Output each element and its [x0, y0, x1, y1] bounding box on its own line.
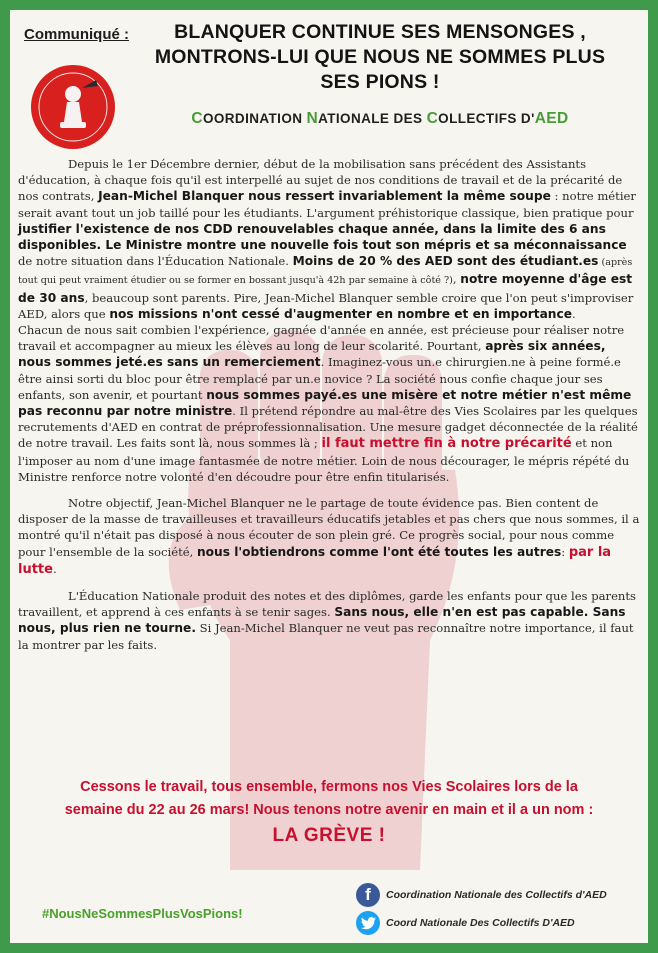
- header: [10, 10, 648, 150]
- communique-body: [18, 156, 640, 653]
- headline-line: SES PIONS !: [320, 71, 440, 93]
- call-to-action: [20, 776, 638, 822]
- headline-line: BLANQUER CONTINUE SES MENSONGES ,: [174, 21, 586, 43]
- facebook-link[interactable]: [356, 882, 607, 908]
- twitter-link[interactable]: [356, 910, 575, 936]
- paragraph-4: L'Éducation Nationale produit des notes et des diplômes, garde les enfants pour que les parents travaillent, et apprend à ces enfants à se tenir sages. Sans nous, elle n'en est pas capable. Sans nous, plus rien ne tourne. Si Jean-Michel Blanquer ne veut pas reconnaître notre importance, il faut la montrer par les faits.: [18, 589, 637, 652]
- twitter-icon: [356, 911, 380, 935]
- flyer-page: [10, 10, 648, 943]
- communique-label: Communiqué :: [24, 26, 129, 43]
- call-line: semaine du 22 au 26 mars! Nous tenons notre avenir en main et il a un nom :: [64, 802, 594, 818]
- paragraph-1: Depuis le 1er Décembre dernier, début de la mobilisation sans précédent des Assistants d'éducation, à chaque fois qu'il est interpellé au sujet de nos conditions de travail et de la précarité de nos contrats, Jean-Michel Blanquer nous ressert invariablement la même soupe : notre métier serait avant tout un job taillé pour les étudiants. L'argument préhistorique classique, bien pratique pour justifier l'existence de nos CDD renouvelables chaque année, dans la limite des 6 ans disponibles. Le Ministre montre une nouvelle fois tout son mépris et sa méconnaissance de notre situation dans l'Éducation Nationale. Moins de 20 % des AED sont des étudiant.es (après tout qui peut vraiment étudier ou se former en bossant jusqu'à 42h par semaine à côté ?), notre moyenne d'âge est de 30 ans, beaucoup sont parents. Pire, Jean-Michel Blanquer semble croire que l'on peut s'improviser AED, alors que nos missions n'ont cessé d'augmenter en nombre et en importance.: [18, 157, 636, 321]
- headline-line: MONTRONS-LUI QUE NOUS NE SOMMES PLUS: [154, 46, 606, 68]
- strike-slogan: LA GRÈVE !: [272, 825, 386, 846]
- hashtag: #NousNeSommesPlusVosPions!: [42, 906, 243, 921]
- facebook-icon: f: [356, 883, 380, 907]
- coordination-title: COORDINATION NATIONALE DES COLLECTIFS D'AED: [191, 110, 569, 127]
- facebook-label: Coordination Nationale des Collectifs d'AED: [386, 889, 607, 901]
- paragraph-3: Notre objectif, Jean-Michel Blanquer ne le partage de toute évidence pas. Bien content de disposer de la masse de travailleuses et travailleurs éducatifs jetables et pas chers que nous sommes, il a montré qu'il n'était pas disposé à nous écouter de son plein gré. Ce progrès social, pour nous comme pour l'ensemble de la société, nous l'obtiendrons comme l'ont été toutes les autres: par la lutte.: [18, 496, 640, 577]
- pion-logo: [30, 64, 116, 150]
- paragraph-2: Chacun de nous sait combien l'expérience, gagnée d'année en année, est précieuse pour réaliser notre travail et accompagner au mieux les élèves au long de leur scolarité. Pourtant, après six années, nous sommes jeté.es sans un remerciement. Imaginez-vous un.e chirurgien.ne à peine formé.e être ainsi sorti du bloc pour être remplacé par un.e novice ? La société nous confie chaque jour ses enfants, son avenir, et pourtant nous sommes payé.es une misère et notre métier n'est même pas reconnu par notre ministre. Il prétend répondre au mal-être des Vies Scolaires par les quelques recrutements d'AED en contrat de préprofessionnalisation. Une mesure gadget déconnectée de la réalité de notre travail. Les faits sont là, nous sommes là ; il faut mettre fin à notre précarité et non l'imposer au nom d'une image fantasmée de notre métier. Loin de nous décourager, le mépris répété du Ministre renforce notre volonté d'en découdre pour être enfin titularisés.: [18, 323, 638, 484]
- call-line: Cessons le travail, tous ensemble, fermons nos Vies Scolaires lors de la: [80, 779, 578, 795]
- twitter-label: Coord Nationale Des Collectifs D'AED: [386, 917, 575, 929]
- headline: [130, 20, 630, 95]
